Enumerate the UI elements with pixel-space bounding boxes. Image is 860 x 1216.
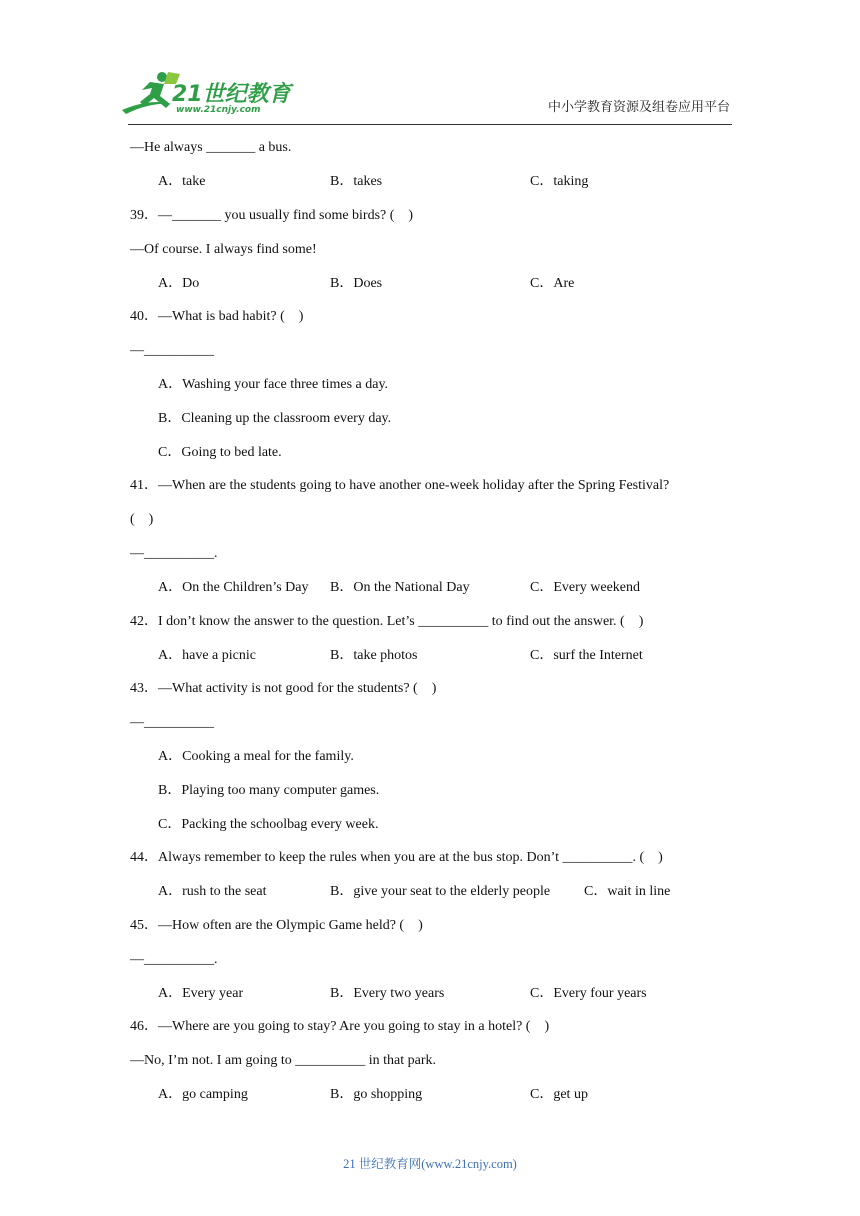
q46-option-b[interactable]: B．go shopping [330,1087,423,1102]
q45-question: 45．—How often are the Olympic Game held? ( ) [130,918,423,933]
q41-question: 41．—When are the students going to have another one-week holiday after the Spring Festival? [130,478,670,493]
header-platform-text: 中小学教育资源及组卷应用平台 [547,99,730,114]
q44-option-c[interactable]: C．wait in line [584,884,671,899]
q40-option-c[interactable]: C．Going to bed late. [158,445,282,460]
q40-blank: —__________ [130,343,214,358]
q41-blank: —__________. [130,546,218,561]
q40-option-b[interactable]: B．Cleaning up the classroom every day. [158,411,392,426]
q45-option-a[interactable]: A．Every year [158,986,244,1001]
logo-text: 21世纪教育 [172,82,291,107]
q38-option-b[interactable]: B．takes [330,174,383,189]
q42-option-c[interactable]: C．surf the Internet [530,648,643,663]
q41-option-b[interactable]: B．On the National Day [330,580,470,595]
q42-option-b[interactable]: B．take photos [330,648,418,663]
q39-option-b[interactable]: B．Does [330,276,383,291]
q43-question: 43．—What activity is not good for the students? ( ) [130,681,437,696]
q39-option-a[interactable]: A．Do [158,276,200,291]
q41-paren: ( ) [130,512,154,527]
page-footer[interactable]: 21 世纪教育网(www.21cnjy.com) [343,1157,517,1171]
q42-option-a[interactable]: A．have a picnic [158,648,256,663]
q44-option-a[interactable]: A．rush to the seat [158,884,267,899]
q38-option-c[interactable]: C．taking [530,174,589,189]
q41-option-c[interactable]: C．Every weekend [530,580,641,595]
page-header [0,0,860,125]
logo-url: www.21cnjy.com [176,105,261,115]
q45-blank: —__________. [130,952,218,967]
q40-option-a[interactable]: A．Washing your face three times a day. [158,377,389,392]
q38-answer-line: —He always _______ a bus. [130,140,292,155]
q45-option-b[interactable]: B．Every two years [330,986,445,1001]
q43-blank: —__________ [130,715,214,730]
q41-option-a[interactable]: A．On the Children’s Day [158,580,309,595]
q42-question: 42．I don’t know the answer to the question. Let’s __________ to find out the answer. ( ) [130,614,644,629]
q46-option-a[interactable]: A．go camping [158,1087,248,1102]
header-divider [128,124,732,125]
q43-option-c[interactable]: C．Packing the schoolbag every week. [158,817,379,832]
q43-option-a[interactable]: A．Cooking a meal for the family. [158,749,354,764]
q40-question: 40．—What is bad habit? ( ) [130,309,304,324]
q44-option-b[interactable]: B．give your seat to the elderly people [330,884,551,899]
q43-option-b[interactable]: B．Playing too many computer games. [158,783,380,798]
q39-answer-line: —Of course. I always find some! [130,242,317,257]
q46-option-c[interactable]: C．get up [530,1087,588,1102]
q38-option-a[interactable]: A．take [158,174,206,189]
q39-option-c[interactable]: C．Are [530,276,575,291]
q44-question: 44．Always remember to keep the rules when you are at the bus stop. Don’t __________. ( ) [130,850,663,865]
q45-option-c[interactable]: C．Every four years [530,986,647,1001]
q46-question: 46．—Where are you going to stay? Are you going to stay in a hotel? ( ) [130,1019,550,1034]
q46-answer-line: —No, I’m not. I am going to __________ in that park. [130,1053,437,1068]
q39-question: 39．—_______ you usually find some birds? ( ) [130,208,414,223]
